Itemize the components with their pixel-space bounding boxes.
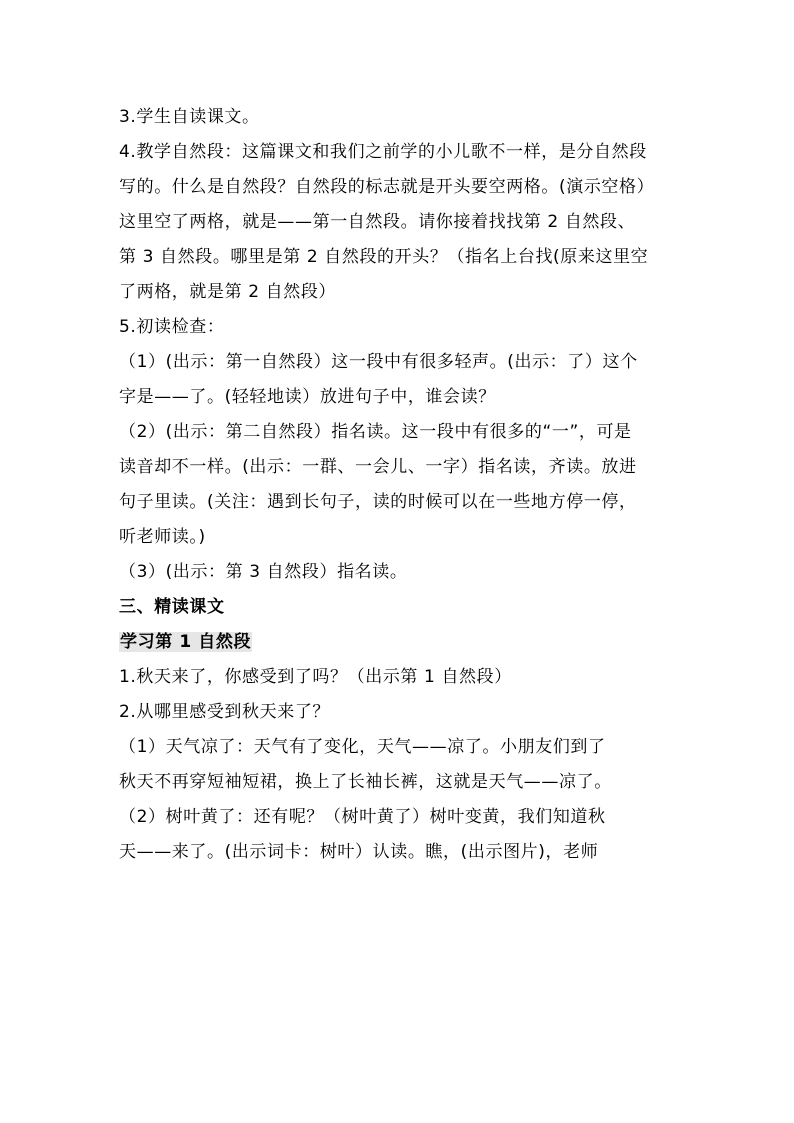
subsection-heading: 学习第 1 自然段 [120,632,252,652]
paragraph-line: （2）(出示：第二自然段）指名读。这一段中有很多的“一”，可是 [119,422,632,442]
paragraph-line: 听老师读。) [119,527,206,547]
paragraph-line: 写的。什么是自然段？自然段的标志就是开头要空两格。(演示空格） [119,177,655,197]
paragraph-line: 读音却不一样。(出示：一群、一会儿、一字）指名读，齐读。放进 [119,457,637,477]
section-heading: 三、精读课文 [119,597,225,617]
paragraph-line: 4.教学自然段：这篇课文和我们之前学的小儿歌不一样，是分自然段 [119,142,647,162]
paragraph-line: 了两格，就是第 2 自然段） [119,282,337,302]
paragraph-line: 5.初读检查： [119,317,225,337]
paragraph-line: 天——来了。(出示词卡：树叶）认读。瞧，(出示图片)，老师 [119,842,599,862]
paragraph-line: （3）(出示：第 3 自然段）指名读。 [119,562,408,582]
paragraph-line: 第 3 自然段。哪里是第 2 自然段的开头？（指名上台找(原来这里空 [119,247,649,267]
paragraph-line: （1）(出示：第一自然段）这一段中有很多轻声。(出示：了）这个 [119,352,638,372]
paragraph-line: 这里空了两格，就是——第一自然段。请你接着找找第 2 自然段、 [119,212,636,232]
paragraph-line: 字是——了。(轻轻地读）放进句子中，谁会读？ [119,387,496,407]
paragraph-line: （2）树叶黄了：还有呢？（树叶黄了）树叶变黄，我们知道秋 [119,807,606,827]
paragraph-line: 秋天不再穿短袖短裙，换上了长袖长裤，这就是天气——凉了。 [119,772,612,792]
paragraph-line: 句子里读。(关注：遇到长句子，读的时候可以在一些地方停一停， [119,492,637,512]
paragraph-line: 1.秋天来了，你感受到了吗？（出示第 1 自然段） [119,667,512,687]
subsection-heading-line [119,625,679,660]
document-body [119,100,679,870]
paragraph-line: （1）天气凉了：天气有了变化，天气——凉了。小朋友们到了 [119,737,606,757]
paragraph-line: 3.学生自读课文。 [119,107,260,127]
paragraph-line: 2.从哪里感受到秋天来了？ [119,702,331,722]
